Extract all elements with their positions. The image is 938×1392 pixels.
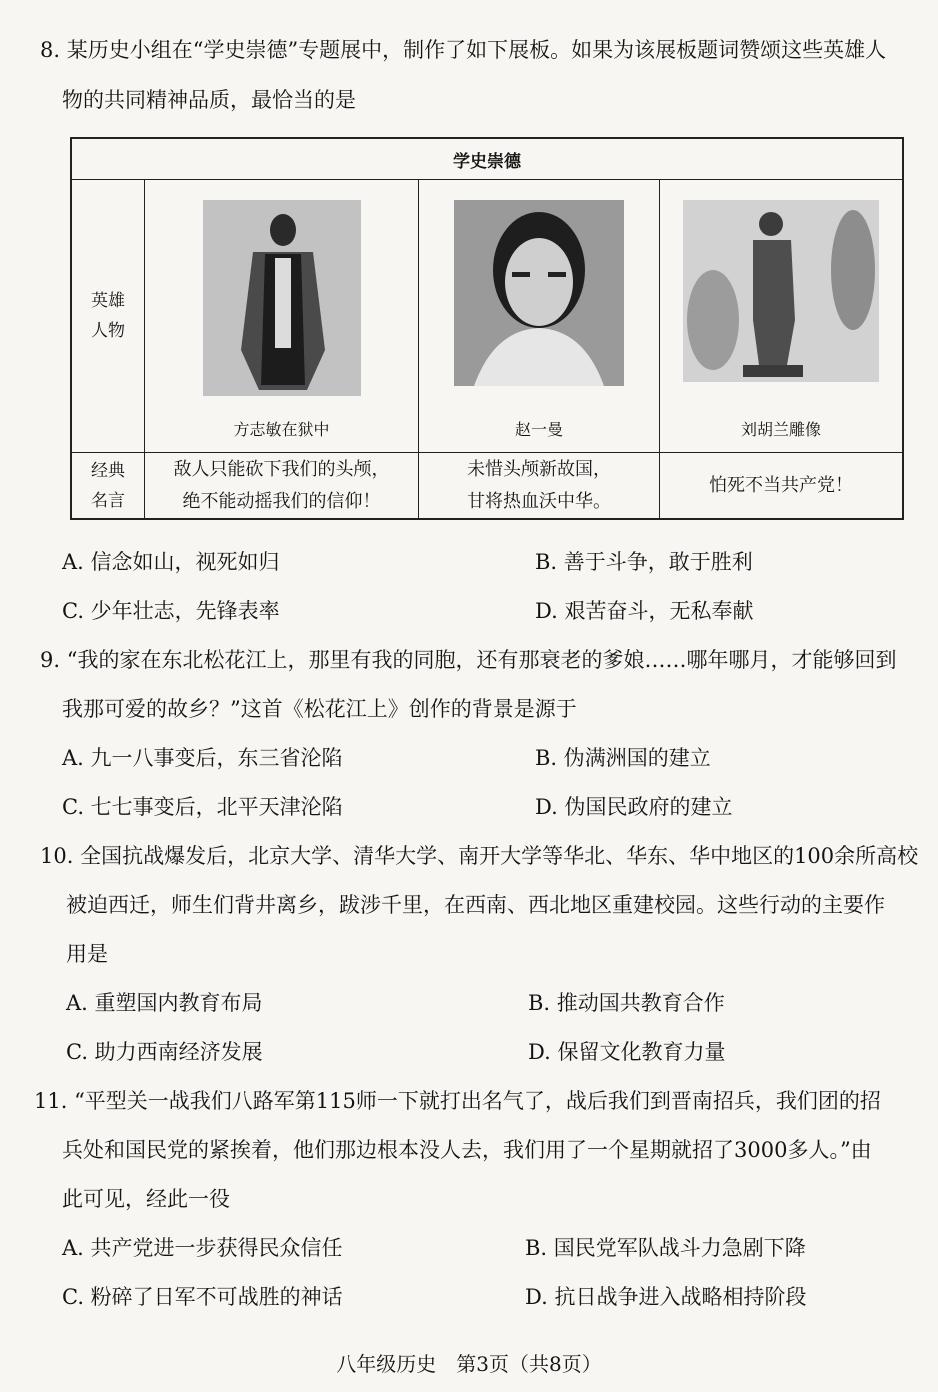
hero-cell-zhao (419, 180, 660, 453)
q11-option-d[interactable]: D. 抗日战争进入战略相持阶段 (525, 1285, 807, 1309)
q8-option-a[interactable]: A. 信念如山，视死如归 (62, 550, 280, 574)
q9-option-a[interactable]: A. 九一八事变后，东三省沦陷 (62, 746, 343, 770)
q8-stem-line2: 物的共同精神品质，最恰当的是 (62, 88, 356, 112)
quote-fang (145, 453, 419, 520)
quote-zhao-a: 未惜头颅新故国， (467, 458, 611, 480)
quote-fang-b: 绝不能动摇我们的信仰！ (182, 490, 381, 512)
exhibition-board (70, 137, 904, 520)
q11-stem-line1: 11. “平型关一战我们八路军第115师一下就打出名气了，战后我们到晋南招兵，我们团的招 (34, 1089, 881, 1113)
row-label-quotes-a: 经典 (91, 460, 125, 481)
q10-option-d[interactable]: D. 保留文化教育力量 (528, 1040, 726, 1064)
caption-zhao: 赵一曼 (514, 420, 563, 439)
q11-option-b[interactable]: B. 国民党军队战斗力急剧下降 (525, 1236, 806, 1260)
q9-stem-line1: 9. “我的家在东北松花江上，那里有我的同胞，还有那衰老的爹娘……哪年哪月，才能够回到 (40, 648, 897, 672)
quote-zhao (419, 453, 660, 520)
row-label-heroes (71, 180, 145, 453)
q11-option-c[interactable]: C. 粉碎了日军不可战胜的神话 (62, 1285, 343, 1309)
q9-option-d[interactable]: D. 伪国民政府的建立 (535, 795, 733, 819)
caption-fang: 方志敏在狱中 (233, 420, 330, 439)
q8-stem-line1: 8. 某历史小组在“学史崇德”专题展中，制作了如下展板。如果为该展板题词赞颂这些英雄人 (40, 38, 887, 62)
q11-option-a[interactable]: A. 共产党进一步获得民众信任 (62, 1236, 343, 1260)
q10-option-b[interactable]: B. 推动国共教育合作 (528, 991, 725, 1015)
row-label-heroes-b: 人物 (91, 321, 125, 341)
row-label-heroes-a: 英雄 (91, 291, 125, 311)
q10-option-c[interactable]: C. 助力西南经济发展 (66, 1040, 263, 1064)
photo-liu-hulan-statue (683, 200, 879, 382)
q9-option-c[interactable]: C. 七七事变后，北平天津沦陷 (62, 795, 343, 819)
hero-cell-fang (145, 180, 419, 453)
q8-option-d[interactable]: D. 艰苦奋斗，无私奉献 (535, 599, 754, 623)
quote-zhao-b: 甘将热血沃中华。 (467, 490, 611, 512)
board-title: 学史崇德 (71, 138, 903, 180)
q10-stem-line3: 用是 (66, 942, 108, 966)
q8-option-c[interactable]: C. 少年壮志，先锋表率 (62, 599, 280, 623)
q8-option-b[interactable]: B. 善于斗争，敢于胜利 (535, 550, 753, 574)
quote-liu (660, 453, 904, 520)
photo-fang-zhimin (203, 200, 361, 396)
caption-liu: 刘胡兰雕像 (740, 420, 821, 439)
quote-fang-a: 敌人只能砍下我们的头颅， (173, 458, 390, 480)
q10-option-a[interactable]: A. 重塑国内教育布局 (66, 991, 263, 1015)
row-label-quotes-b: 名言 (91, 490, 125, 511)
row-label-quotes (71, 453, 145, 520)
page-footer: 八年级历史 第3页（共8页） (336, 1352, 602, 1376)
q10-stem-line1: 10. 全国抗战爆发后，北京大学、清华大学、南开大学等华北、华东、华中地区的100余所高校 (40, 844, 919, 868)
q11-stem-line2: 兵处和国民党的紧挨着，他们那边根本没人去，我们用了一个星期就招了3000多人。”由 (62, 1138, 872, 1162)
q10-stem-line2: 被迫西迁，师生们背井离乡，跋涉千里，在西南、西北地区重建校园。这些行动的主要作 (66, 893, 885, 917)
hero-cell-liu (660, 180, 904, 453)
q9-stem-line2: 我那可爱的故乡？”这首《松花江上》创作的背景是源于 (62, 697, 577, 721)
q9-option-b[interactable]: B. 伪满洲国的建立 (535, 746, 711, 770)
q11-stem-line3: 此可见，经此一役 (62, 1187, 230, 1211)
photo-zhao-yiman (454, 200, 624, 386)
quote-liu-a: 怕死不当共产党！ (709, 474, 853, 496)
